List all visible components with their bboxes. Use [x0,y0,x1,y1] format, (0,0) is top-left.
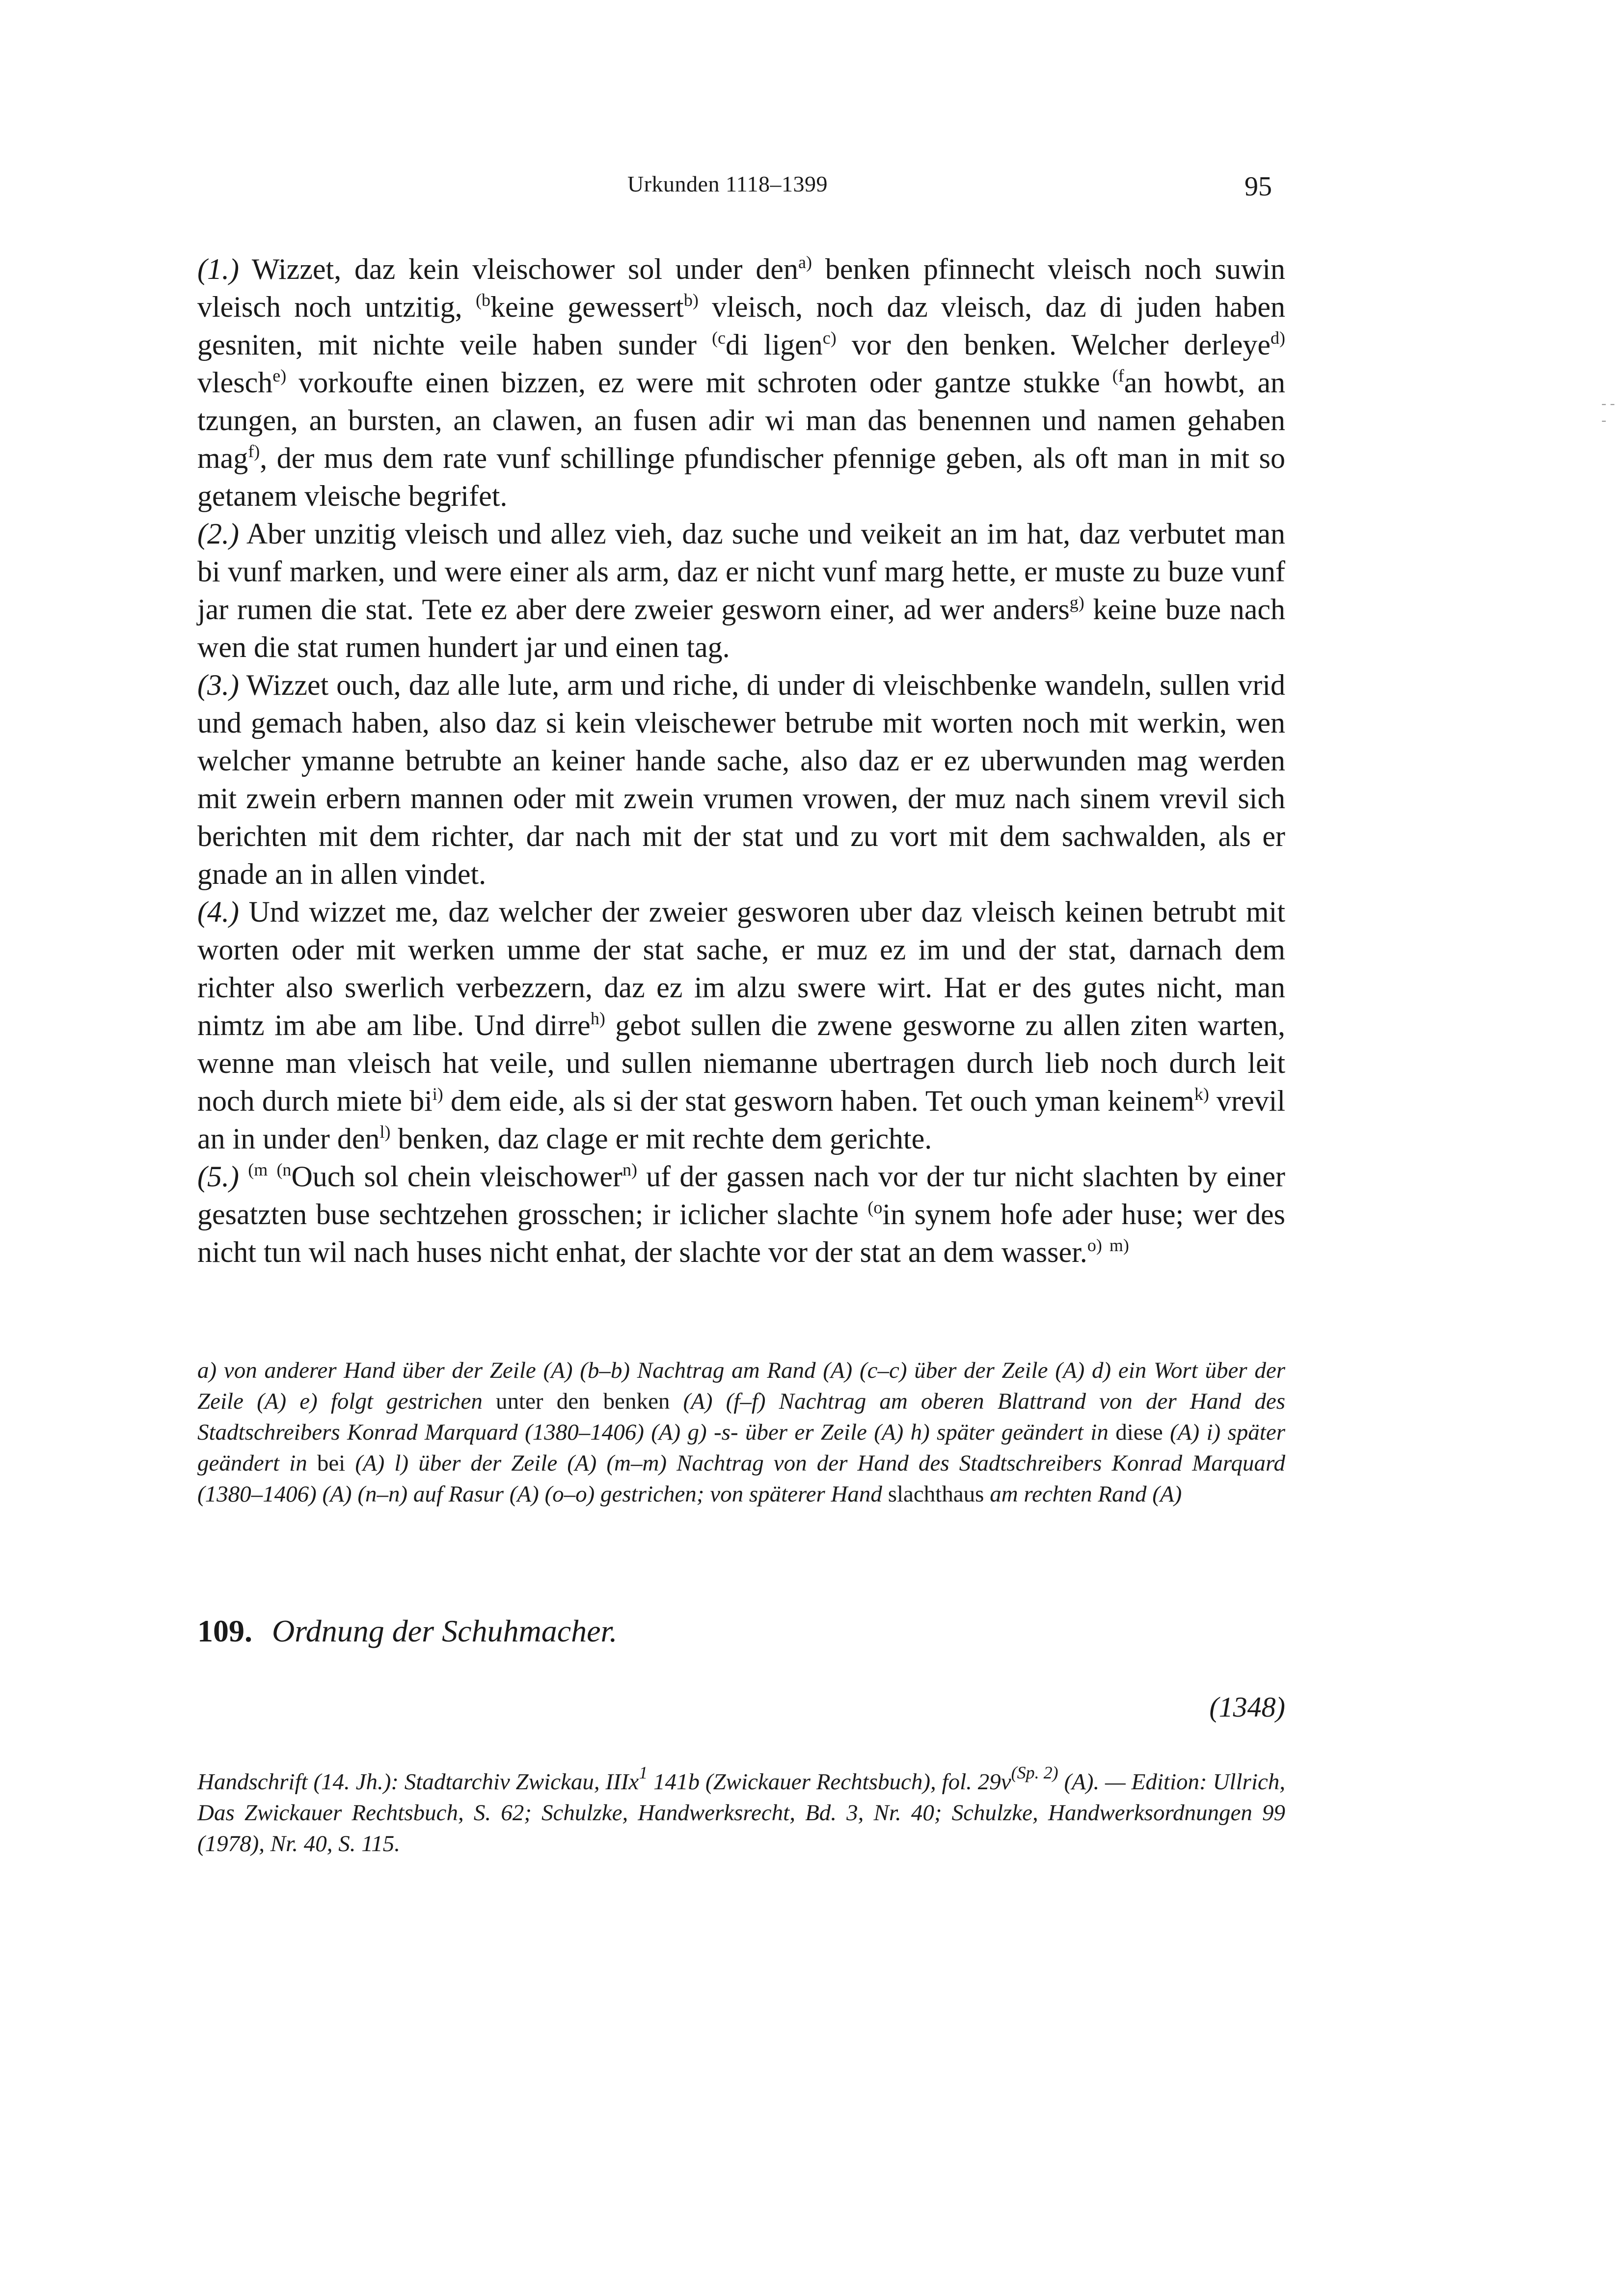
footnote-quote: unter den benken [496,1389,670,1414]
note-ref: o) [1087,1235,1102,1255]
text-run: keine buze nach wen die stat rumen hundert jar und einen tag. [197,593,1285,663]
note-ref: e) [272,366,287,385]
text-run: Wizzet ouch, daz alle lute, arm und riche, di under di vleischbenke wandeln, sullen vrid und gemach haben, also daz si kein vleischewer betrube mit worten noch mit werkin, wen welcher ymanne betrubte an keiner hande sache, also daz er ez uberwunden mag werden mit zwein erbern mannen oder mit zwein vrumen vrowen, der muz nach sinem vrevil sich berichten mit dem richter, dar nach mit der stat und zu vort mit dem sachwalden, als er gnade an in allen vindet. [197,669,1285,890]
note-ref: k) [1194,1084,1209,1104]
paragraph-2 [197,515,1285,666]
note-ref: f) [248,441,260,461]
text-run: Aber unzitig vleisch und allez vieh, daz suche und veikeit an im hat, daz verbutet man bi vunf marken, und were einer als arm, daz er nicht vunf marg hette, er muste zu buze vunf jar rumen die stat. Tete ez aber dere zweier gesworn einer, ad wer anders [197,518,1285,626]
paragraph-number: (1.) [197,253,239,285]
text-run: vor den benken. Welcher derleye [836,328,1271,361]
text-run: benken, daz clage er mit rechte dem gerichte. [390,1122,932,1155]
document-title: Ordnung der Schuhmacher. [272,1613,618,1648]
note-ref: l) [379,1122,391,1142]
source-sup: (Sp. 2) [1011,1763,1058,1782]
note-ref: (n [276,1160,292,1179]
main-text [197,250,1285,1271]
source-sup: 1 [639,1763,648,1782]
note-ref: d) [1271,328,1286,348]
footnote-text: (A) l) über der Zeile (A) (m–m) Nachtrag von der Hand des Stadtschreibers Konrad Marquard (1380–1406) (A) (n–n) auf Rasur (A) (o–o) gestrichen; von späterer Hand [197,1450,1285,1507]
paragraph-number: (3.) [197,669,239,701]
running-header: Urkunden 1118–1399 [627,171,828,196]
paragraph-number: (2.) [197,518,239,550]
note-ref: b) [683,290,699,310]
text-run: vrevil an in under den [197,1085,1285,1155]
source-text: Handschrift (14. Jh.): Stadtarchiv Zwickau, IIIx [197,1769,639,1795]
document-heading [197,1613,617,1649]
paragraph-1 [197,250,1285,515]
note-ref: a) [798,252,812,272]
footnote-quote: slachthaus [888,1481,984,1507]
note-ref: (o [867,1198,883,1217]
paragraph-5 [197,1158,1285,1271]
text-run: keine gewessert [490,291,684,323]
text-run: uf der gassen nach vor der tur nicht slachten by einer gesatzten buse sechtzehen grosschen; ir iclicher slachte [197,1160,1285,1230]
footnote-quote: diese [1115,1420,1163,1445]
source-note [197,1763,1286,1859]
text-run: dem eide, als si der stat gesworn haben. Tet ouch yman keinem [443,1085,1194,1117]
text-run: gebot sullen die zwene gesworne zu allen ziten warten, wenne man vleisch hat veile, und sullen niemanne ubertragen durch lieb noch durch leit noch durch miete bi [197,1009,1285,1117]
note-ref: (f [1112,366,1124,385]
note-ref: c) [822,328,837,348]
text-run: di ligen [726,328,823,361]
footnote-text: (A) i) später geändert in [197,1420,1285,1476]
text-run: benken pfinnecht vleisch noch suwin vleisch noch untzitig, [197,253,1286,323]
text-run: an howbt, an tzungen, an bursten, an clawen, an fusen adir wi man das benennen und namen gehaben mag [197,366,1285,474]
document-number: 109. [197,1613,252,1648]
note-ref: h) [590,1009,605,1028]
note-ref: (m [248,1160,268,1179]
paragraph-number: (4.) [197,896,239,928]
note-ref: g) [1069,593,1084,612]
text-run: Wizzet, daz kein vleischower sol under den [239,253,799,285]
footnote-text: (A) (f–f) Nachtrag am oberen Blattrand von der Hand des Stadtschreibers Konrad Marquard (1380–1406) (A) g) -s- über er Zeile (A) h) später geändert in [197,1389,1285,1445]
footnote-quote: bei [317,1450,346,1476]
note-ref: i) [432,1084,443,1104]
text-run: Ouch sol chein vleischower [291,1160,622,1193]
text-run: vlesch [197,366,273,399]
paragraph-3 [197,666,1285,893]
text-run: , der mus dem rate vunf schillinge pfundischer pfennige geben, als oft man in mit so getanem vleische begrifet. [197,442,1285,512]
paragraph-4 [197,893,1285,1158]
text-run: vorkoufte einen bizzen, ez were mit schroten oder gantze stukke [286,366,1112,399]
footnote-text: a) von anderer Hand über der Zeile (A) (b–b) Nachtrag am Rand (A) (c–c) über der Zeile (A) d) ein Wort über der Zeile (A) e) folgt gestrichen [197,1358,1285,1414]
note-ref: (c [712,328,726,348]
text-run: Und wizzet me, daz welcher der zweier gesworen uber daz vleisch keinen betrubt mit worten oder mit werken umme der stat sache, er muz ez im und der stat, darnach dem richter also swerlich verbezzern, daz ez im alzu swere wirt. Hat er des gutes nicht, man nimtz im abe am libe. Und dirre [197,896,1285,1041]
footnotes [197,1355,1285,1510]
source-text: (A). — Edition: Ullrich, Das Zwickauer Rechtsbuch, S. 62; Schulzke, Handwerksrecht, Bd. 3, Nr. 40; Schulzke, Handwerksordnungen 99 (1978), Nr. 40, S. 115. [197,1769,1286,1857]
source-text: 141b (Zwickauer Rechtsbuch), fol. 29v [648,1769,1011,1795]
note-ref: m) [1109,1235,1129,1255]
note-ref: (b [475,290,490,310]
note-ref: n) [622,1160,637,1179]
page-number: 95 [1244,171,1272,202]
paragraph-number: (5.) [197,1160,239,1193]
document-date: (1348) [1209,1691,1285,1723]
footnote-text: am rechten Rand (A) [984,1481,1182,1507]
text-run: in synem hofe ader huse; wer des nicht tun wil nach huses nicht enhat, der slachte vor der stat an dem wasser. [197,1198,1286,1268]
margin-mark: - - - [1601,395,1615,428]
text-run: vleisch, noch daz vleisch, daz di juden haben gesniten, mit nichte veile haben sunder [197,291,1285,361]
